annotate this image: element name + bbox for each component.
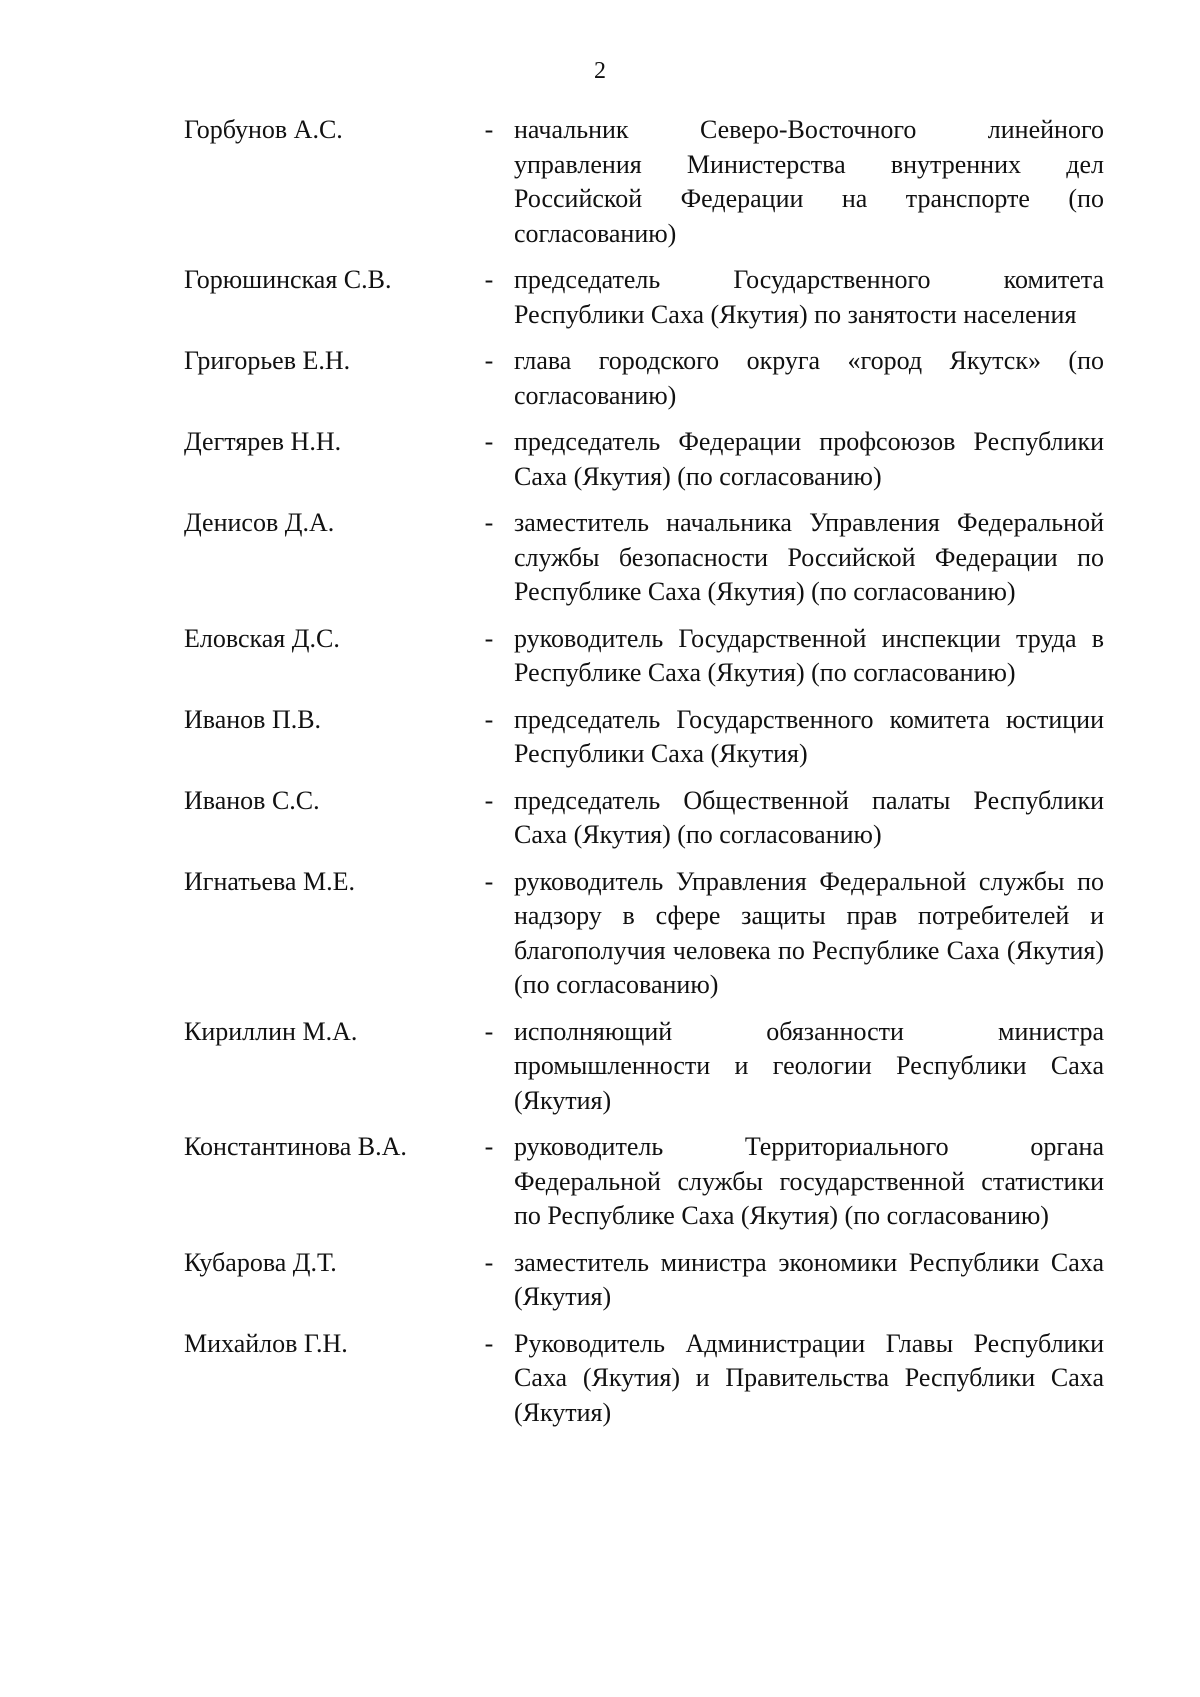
member-dash: - [484,1328,494,1358]
member-list [184,113,1104,1442]
member-row [184,622,1104,691]
member-row [184,506,1104,610]
member-name: Константинова В.А. [184,1132,407,1161]
member-row [184,1327,1104,1431]
member-name: Михайлов Г.Н. [184,1328,348,1358]
member-row [184,865,1104,1003]
member-position: заместитель начальника Управления Федеральной службы безопасности Российской Федерации по Республике Саха (Якутия) (по согласованию) [514,508,1104,606]
member-name: Горюшинская С.В. [184,265,392,294]
member-dash: - [484,704,494,734]
member-name: Игнатьева М.Е. [184,866,355,896]
member-dash: - [484,1016,494,1046]
member-name: Иванов П.В. [184,704,322,734]
member-dash: - [484,508,494,537]
member-position: заместитель министра экономики Республики Саха (Якутия) [514,1247,1104,1311]
member-position: исполняющий обязанности министра промышленности и геологии Республики Саха (Якутия) [514,1016,1104,1115]
member-position: Руководитель Администрации Главы Республики Саха (Якутия) и Правительства Республики Саха (Якутия) [514,1328,1104,1427]
member-name: Кубарова Д.Т. [184,1247,337,1277]
member-position: руководитель Территориального органа Федеральной службы государственной статистики по Республике Саха (Якутия) (по согласованию) [514,1132,1104,1230]
member-row [184,1130,1104,1234]
page-number: 2 [594,58,606,84]
member-dash: - [484,1132,494,1161]
member-dash: - [484,115,494,144]
member-position: председатель Государственного комитета юстиции Республики Саха (Якутия) [514,704,1104,768]
member-row [184,703,1104,772]
member-name: Денисов Д.А. [184,508,335,537]
member-position: председатель Государственного комитета Республики Саха (Якутия) по занятости населения [514,265,1104,329]
member-dash: - [484,785,494,815]
member-dash: - [484,623,494,653]
member-position: председатель Общественной палаты Республики Саха (Якутия) (по согласованию) [514,785,1104,849]
member-name: Еловская Д.С. [184,623,340,653]
member-position: председатель Федерации профсоюзов Республики Саха (Якутия) (по согласованию) [514,427,1104,491]
member-name: Иванов С.С. [184,785,320,815]
member-row [184,1246,1104,1315]
member-dash: - [484,346,494,375]
member-row [184,1015,1104,1119]
member-dash: - [484,866,494,896]
member-name: Кириллин М.А. [184,1016,358,1046]
member-name: Горбунов А.С. [184,115,343,144]
member-position: руководитель Государственной инспекции труда в Республике Саха (Якутия) (по согласованию) [514,623,1104,687]
member-row [184,113,1104,251]
member-name: Дегтярев Н.Н. [184,427,342,456]
member-row [184,344,1104,413]
member-dash: - [484,1247,494,1277]
member-row [184,425,1104,494]
member-position: руководитель Управления Федеральной службы по надзору в сфере защиты прав потребителей и благополучия человека по Республике Саха (Якутия) (по согласованию) [514,866,1104,999]
member-dash: - [484,265,494,294]
member-position: глава городского округа «город Якутск» (по согласованию) [514,346,1104,410]
member-position: начальник Северо-Восточного линейного управления Министерства внутренних дел Российской Федерации на транспорте (по согласованию) [514,115,1104,248]
member-row [184,784,1104,853]
member-dash: - [484,427,494,456]
member-name: Григорьев Е.Н. [184,346,351,375]
member-row [184,263,1104,332]
